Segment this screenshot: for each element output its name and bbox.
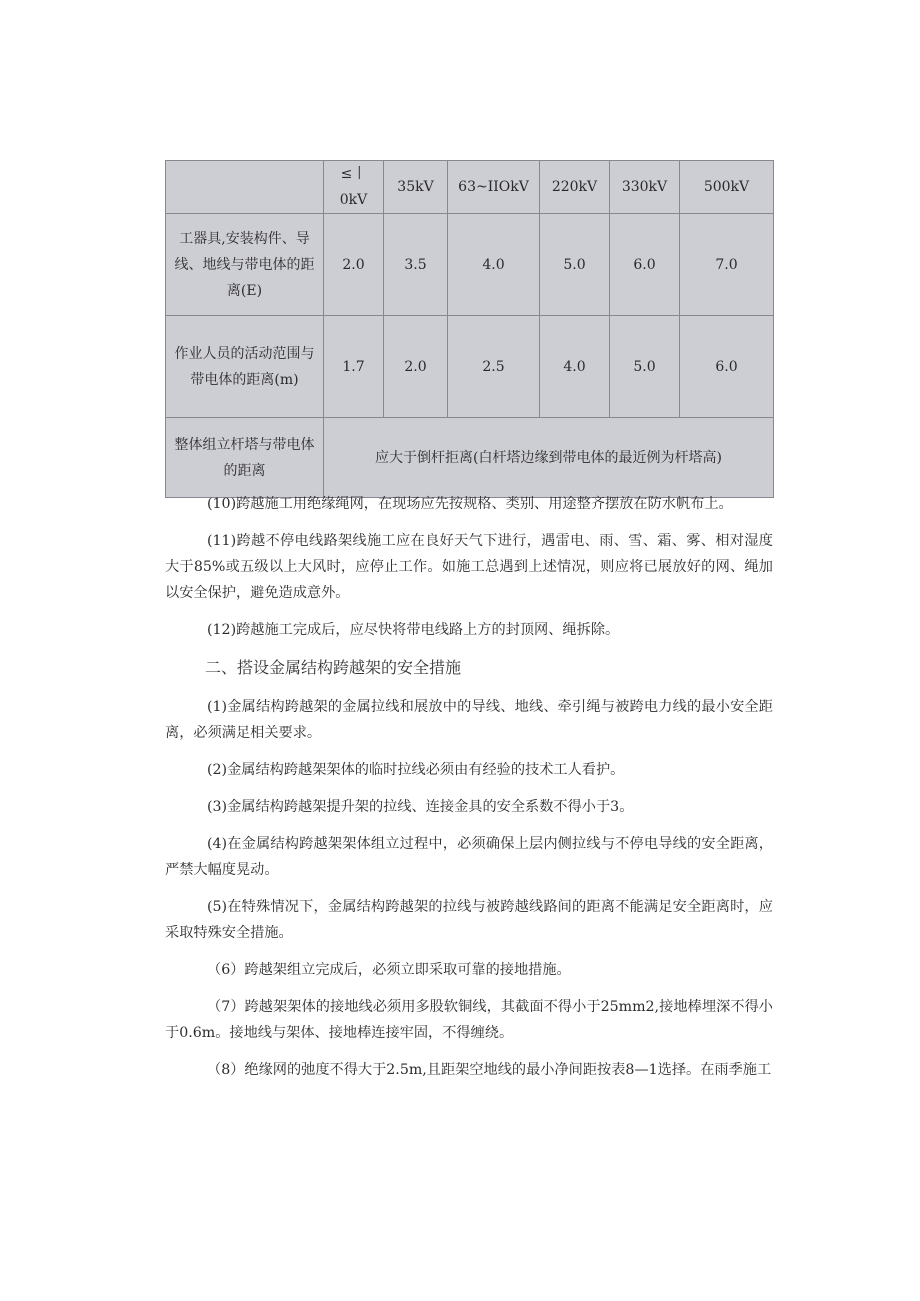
table-cell: 4.0 bbox=[448, 214, 540, 316]
section-heading: 二、搭设金属结构跨越架的安全措施 bbox=[205, 658, 462, 677]
table-cell: 2.5 bbox=[448, 316, 540, 418]
table-cell: 4.0 bbox=[540, 316, 610, 418]
table-cell: 5.0 bbox=[540, 214, 610, 316]
paragraph: (2)金属结构跨越架架体的临时拉线必须由有经验的技术工人看护。 bbox=[207, 762, 625, 778]
paragraph: (5)在特殊情况下，金属结构跨越架的拉线与被跨越线路间的距离不能满足安全距离时，应采取特殊安全措施。 bbox=[165, 899, 773, 941]
header-cell: 330kV bbox=[610, 161, 680, 214]
header-cell: 220kV bbox=[540, 161, 610, 214]
header-cell: 35kV bbox=[384, 161, 448, 214]
table-header-row bbox=[166, 161, 774, 214]
safety-distance-table bbox=[165, 160, 774, 498]
header-cell: ≤丨0kV bbox=[324, 161, 384, 214]
table-row bbox=[166, 214, 774, 316]
header-cell: 500kV bbox=[680, 161, 774, 214]
table-cell: 6.0 bbox=[680, 316, 774, 418]
header-cell: 63~IIOkV bbox=[448, 161, 540, 214]
table-cell: 1.7 bbox=[324, 316, 384, 418]
paragraph: (12)跨越施工完成后，应尽快将带电线路上方的封顶网、绳拆除。 bbox=[207, 622, 620, 638]
table-cell: 2.0 bbox=[324, 214, 384, 316]
paragraph: (1)金属结构跨越架的金属拉线和展放中的导线、地线、牵引绳与被跨电力线的最小安全距离，必须满足相关要求。 bbox=[165, 699, 773, 741]
row-label: 整体组立杆塔与带电体的距离 bbox=[166, 418, 324, 498]
paragraph: (11)跨越不停电线路架线施工应在良好天气下进行，遇雷电、雨、雪、霜、雾、相对湿度大于85%或五级以上大风时，应停止工作。如施工总遇到上述情况，则应将已展放好的网、绳加以安全保护，避免造成意外。 bbox=[165, 533, 773, 601]
header-cell bbox=[166, 161, 324, 214]
body-text bbox=[165, 491, 773, 1094]
table-cell: 7.0 bbox=[680, 214, 774, 316]
merged-cell: 应大于倒杆拒离(白杆塔边缘到带电体的最近例为杆塔高) bbox=[324, 418, 774, 498]
table-row bbox=[166, 316, 774, 418]
paragraph: (3)金属结构跨越架提升架的拉线、连接金具的安全系数不得小于3。 bbox=[207, 799, 634, 815]
row-label: 工器具,安装构件、导线、地线与带电体的距离(E) bbox=[166, 214, 324, 316]
table-cell: 5.0 bbox=[610, 316, 680, 418]
table-cell: 2.0 bbox=[384, 316, 448, 418]
paragraph: （7）跨越架架体的接地线必须用多股软铜线，其截面不得小于25mm2,接地棒埋深不得小于0.6m。接地线与架体、接地棒连接牢固，不得缠绕。 bbox=[165, 999, 773, 1041]
paragraph: （8）绝缘网的弛度不得大于2.5m,且距架空地线的最小净间距按表8—1选择。在雨季施工 bbox=[207, 1062, 772, 1078]
paragraph: (4)在金属结构跨越架架体组立过程中，必须确保上层内侧拉线与不停电导线的安全距离，严禁大幅度晃动。 bbox=[165, 836, 773, 878]
table-row bbox=[166, 418, 774, 498]
table-cell: 6.0 bbox=[610, 214, 680, 316]
paragraph: (10)跨越施工用绝缘绳网，在现场应先按规格、类别、用途整齐摆放在防水帆布上。 bbox=[207, 496, 733, 512]
row-label: 作业人员的活动范围与带电体的距离(m) bbox=[166, 316, 324, 418]
paragraph: （6）跨越架组立完成后，必须立即采取可靠的接地措施。 bbox=[207, 962, 571, 978]
table-cell: 3.5 bbox=[384, 214, 448, 316]
